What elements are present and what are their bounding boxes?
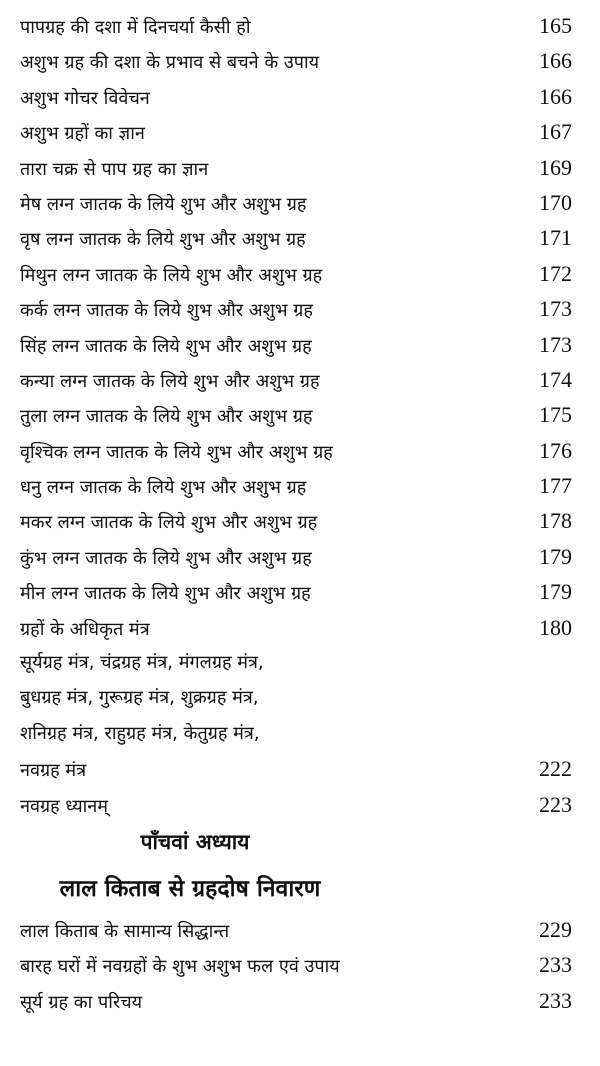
toc-entry-page: 180 <box>539 614 572 640</box>
toc-entry-title: सिंह लग्न जातक के लिये शुभ और अशुभ ग्रह <box>20 335 312 357</box>
toc-entry <box>20 150 572 185</box>
toc-entry <box>20 433 572 468</box>
toc-entry-title: अशुभ ग्रह की दशा के प्रभाव से बचने के उपाय <box>20 52 320 74</box>
toc-entry-title: वृष लग्न जातक के लिये शुभ और अशुभ ग्रह <box>20 229 306 251</box>
toc-entry <box>20 79 572 114</box>
toc-list-2 <box>20 912 572 1018</box>
toc-entry-title: कुंभ लग्न जातक के लिये शुभ और अशुभ ग्रह <box>20 547 312 569</box>
toc-entry-page: 174 <box>539 366 572 392</box>
toc-entry-page: 179 <box>539 579 572 605</box>
toc-entry-title: सूर्यग्रह मंत्र, चंद्रग्रह मंत्र, मंगलग्रह मंत्र, <box>20 652 264 674</box>
toc-entry-title: बारह घरों में नवग्रहों के शुभ अशुभ फल एवं उपाय <box>20 956 340 978</box>
toc-entry <box>20 114 572 149</box>
toc-entry-title: नवग्रह मंत्र <box>20 760 87 782</box>
toc-entry <box>20 503 572 538</box>
toc-entry-title: मिथुन लग्न जातक के लिये शुभ और अशुभ ग्रह <box>20 264 323 286</box>
toc-entry-page: 176 <box>539 437 572 463</box>
toc-entry-title: पापग्रह की दशा में दिनचर्या कैसी हो <box>20 17 251 38</box>
toc-entry-title: तुला लग्न जातक के लिये शुभ और अशुभ ग्रह <box>20 406 313 428</box>
toc-entry <box>20 610 572 645</box>
toc-entry <box>20 983 572 1018</box>
toc-entry-title: नवग्रह ध्यानम् <box>20 795 109 817</box>
toc-entry <box>20 291 572 326</box>
toc-entry <box>20 787 572 822</box>
toc-entry <box>20 751 572 786</box>
toc-entry-title: शनिग्रह मंत्र, राहुग्रह मंत्र, केतुग्रह मंत्र, <box>20 722 260 744</box>
toc-entry-page: 166 <box>539 83 572 109</box>
toc-entry-page: 169 <box>539 154 572 180</box>
toc-entry-page: 165 <box>539 13 572 38</box>
toc-entry <box>20 716 572 751</box>
toc-entry-page: 178 <box>539 508 572 534</box>
section-heading: लाल किताब से ग्रहदोष निवारण <box>59 876 321 902</box>
toc-entry-page: 233 <box>539 952 572 978</box>
toc-entry <box>20 947 572 982</box>
toc-entry-page: 167 <box>539 119 572 145</box>
toc-entry-page: 171 <box>539 225 572 251</box>
toc-entry <box>20 539 572 574</box>
toc-entry-title: अशुभ ग्रहों का ज्ञान <box>20 123 145 145</box>
toc-entry-page: 173 <box>539 296 572 322</box>
toc-entry-title: मीन लग्न जातक के लिये शुभ और अशुभ ग्रह <box>20 583 311 605</box>
toc-entry-page: 166 <box>539 48 572 74</box>
toc-entry-page: 229 <box>539 917 572 942</box>
toc-entry-title: धनु लग्न जातक के लिये शुभ और अशुभ ग्रह <box>20 477 307 499</box>
toc-entry-page: 170 <box>539 189 572 215</box>
toc-entry <box>20 680 572 715</box>
toc-entry-page: 222 <box>539 756 572 782</box>
toc-entry <box>20 912 572 947</box>
toc-entry-page: 172 <box>539 260 572 286</box>
toc-entry <box>20 397 572 432</box>
toc-list <box>20 8 572 822</box>
toc-entry-title: अशुभ गोचर विवेचन <box>20 87 150 109</box>
toc-entry-title: लाल किताब के सामान्य सिद्धान्त <box>20 921 230 942</box>
toc-entry <box>20 574 572 609</box>
toc-entry-title: तारा चक्र से पाप ग्रह का ज्ञान <box>20 158 209 180</box>
toc-entry <box>20 327 572 362</box>
toc-entry-title: कन्या लग्न जातक के लिये शुभ और अशुभ ग्रह <box>20 370 320 392</box>
toc-entry <box>20 468 572 503</box>
toc-entry-title: मेष लग्न जातक के लिये शुभ और अशुभ ग्रह <box>20 193 307 215</box>
toc-entry-title: बुधग्रह मंत्र, गुरूग्रह मंत्र, शुक्रग्रह मंत्र, <box>20 687 259 709</box>
toc-entry <box>20 362 572 397</box>
chapter-heading: पाँचवां अध्याय <box>140 830 250 854</box>
toc-entry-page: 177 <box>539 473 572 499</box>
toc-entry-page: 223 <box>539 791 572 817</box>
toc-entry <box>20 185 572 220</box>
toc-entry-title: सूर्य ग्रह का परिचय <box>20 991 143 1013</box>
toc-entry <box>20 256 572 291</box>
toc-entry <box>20 8 572 43</box>
toc-entry <box>20 43 572 78</box>
toc-entry <box>20 645 572 680</box>
toc-entry-page: 175 <box>539 402 572 428</box>
toc-entry-title: वृश्चिक लग्न जातक के लिये शुभ और अशुभ ग्रह <box>20 441 333 463</box>
toc-entry-title: ग्रहों के अधिकृत मंत्र <box>20 618 150 640</box>
toc-entry <box>20 220 572 255</box>
toc-entry-page: 233 <box>539 987 572 1013</box>
toc-entry-page: 179 <box>539 543 572 569</box>
toc-entry-page: 173 <box>539 331 572 357</box>
toc-entry-title: मकर लग्न जातक के लिये शुभ और अशुभ ग्रह <box>20 512 318 534</box>
toc-entry-title: कर्क लग्न जातक के लिये शुभ और अशुभ ग्रह <box>20 300 313 322</box>
